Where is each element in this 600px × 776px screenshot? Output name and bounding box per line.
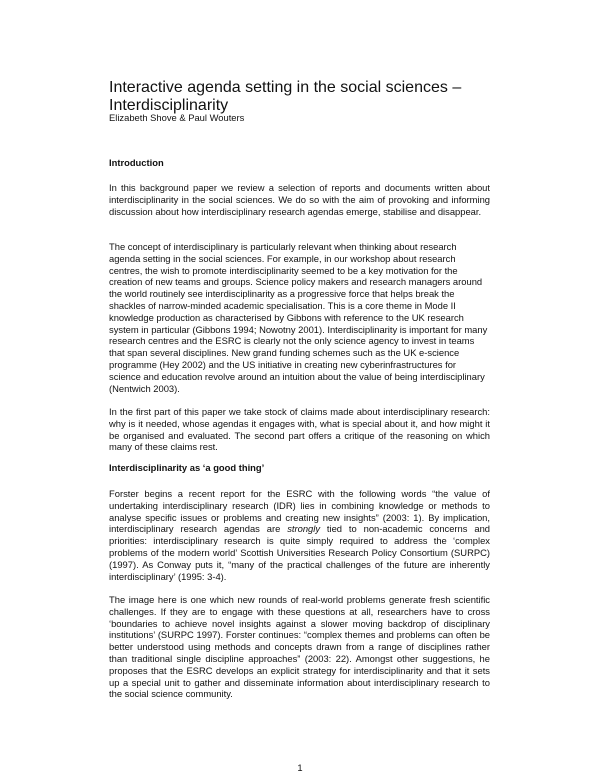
document-authors: Elizabeth Shove & Paul Wouters	[109, 112, 245, 123]
paragraph-text: tied to non-academic concerns and priorities: interdisciplinary research is quite simply required to address the ‘complex problems of the modern world’ Scottish Universities Research Policy Consortium (SURPC) (1997). As Conway puts it, “many of the practical challenges of the future are inherently interdisciplinary’ (1995: 3-4).	[109, 523, 490, 582]
section-heading-introduction: Introduction	[109, 157, 164, 168]
paragraph: The concept of interdisciplinary is particularly relevant when thinking about research agenda setting in the social sciences. For example, in our workshop about research centres, the wish to promote interdisciplinarity seemed to be a key motivation for the creation of new teams and groups. Science policy makers and research managers around the world routinely see interdisciplinarity as a progressive force that helps break the shackles of narrow-minded academic specialisation. This is a core theme in Mode II knowledge production as characterised by Gibbons with reference to the UK research system in particular (Gibbons 1994; Nowotny 2001). Interdisciplinarity is important for many research centres and the ESRC is clearly not the only science agency to invest in teams that span several disciplines. New grand funding schemes such as the UK e-science programme (Hey 2002) and the US initiative in creating new cyberinfrastructures for science and education revolve around an intuition about the value of being interdisciplinary (Nentwich 2003).	[109, 241, 488, 394]
paragraph: In the first part of this paper we take stock of claims made about interdisciplinary research: why is it needed, whose agendas it engages with, what is special about it, and how might it be organised and evaluated. The second part offers a critique of the reasoning on which many of these claims rest.	[109, 406, 490, 453]
paragraph: The image here is one which new rounds of real-world problems generate fresh scientific challenges. If they are to engage with these questions at all, researchers have to cross ‘boundaries to achieve novel insights against a slower moving backdrop of disciplinary institutions’ (SURPC 1997). Forster continues: “complex themes and problems can often be better understood using methods and concepts drawn from a range of disciplines rather than traditional single discipline approaches” (2003: 22). Amongst other suggestions, he proposes that the ESRC develops an explicit strategy for interdisciplinarity and that it sets up a special unit to gather and disseminate information about interdisciplinary research to the social science community.	[109, 594, 490, 700]
section-heading-good-thing: Interdisciplinarity as ‘a good thing’	[109, 462, 265, 473]
paragraph	[109, 488, 490, 582]
emphasis-text: strongly	[287, 523, 321, 535]
paragraph: In this background paper we review a selection of reports and documents written about interdisciplinarity in the social sciences. We do so with the aim of provoking and informing discussion about how interdisciplinary research agendas emerge, stabilise and disappear.	[109, 182, 490, 217]
document-title: Interactive agenda setting in the social sciences – Interdisciplinarity	[109, 79, 462, 114]
page-number: 1	[297, 762, 303, 773]
paragraph-text: Forster begins a recent report for the ESRC with the following words “the value of undertaking interdisciplinary research (IDR) lies in combining knowledge or methods to analyse specific issues or problems and creating new insights” (2003: 1). By implication, interdisciplinary research agendas are	[109, 488, 490, 535]
